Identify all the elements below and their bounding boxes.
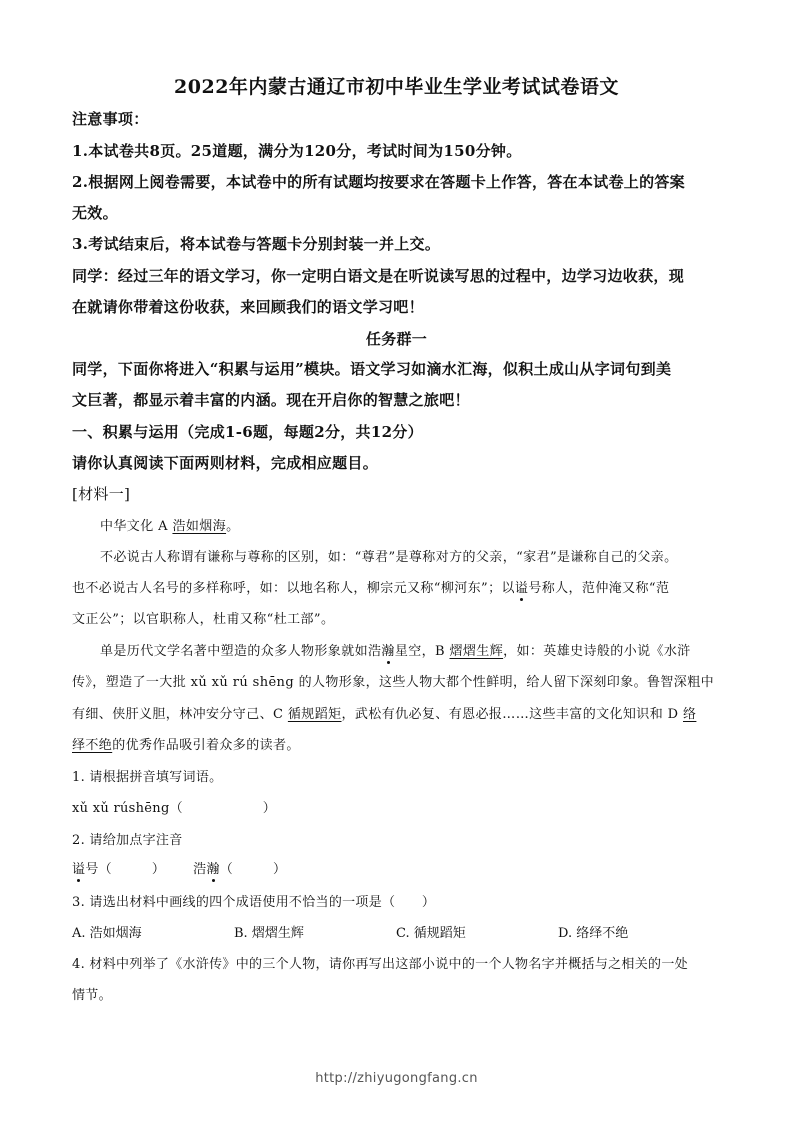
task-group-heading: 任务群一 [365,330,428,348]
q2-blank-1: 号（ ） [85,862,166,877]
option-a: A. 浩如烟海 [72,926,142,941]
material-p3-text: 单是历代文学名著中塑造的众多人物形象就如浩 [100,644,382,659]
option-b: B. 熠熠生辉 [234,926,304,941]
greeting-line-1: 同学：经过三年的语文学习，你一定明白语文是在听说读写思的过程中，边学习边收获，现 [72,267,685,285]
exam-title: 2022年内蒙古通辽市初中毕业生学业考试试卷语文 [174,76,619,98]
material-p3-text-end: ，如：英雄史诗般的小说《水浒 [503,644,691,659]
question-3: 3. 请选出材料中画线的四个成语使用不恰当的一项是（ ） [72,895,436,910]
q2-text-hao: 浩 [193,862,207,877]
dotted-char-han: 瀚 [381,644,395,659]
material-p3-line-4 [72,734,732,753]
material-p3-line-2: 传》，塑造了一大批 xǔ xǔ rú shēng 的人物形象，这些人物大都个性鲜明，给人留下深刻印象。鲁智深粗中 [72,675,714,690]
option-c: C. 循规蹈矩 [396,926,466,941]
notice-item-2b: 无效。 [72,204,118,222]
idiom-d-part-2: 绎不绝 [72,738,113,753]
option-d: D. 络绎不绝 [558,926,629,941]
greeting-line-2: 在就请你带着这份收获，来回顾我们的语文学习吧！ [72,298,424,316]
q2-dotted-char-shi: 谥 [72,862,86,877]
material-p3-l3-mid: ，武松有仇必复、有恩必报……这些丰富的文化知识和 D [341,707,683,722]
dotted-char-shi: 谥 [514,581,529,596]
question-4-line-1: 4. 材料中列举了《水浒传》中的三个人物，请你再写出这部小说中的一个人物名字并概括与之相关的一处 [72,957,688,972]
idiom-b: 熠熠生辉 [449,644,504,659]
notice-heading: 注意事项： [72,110,149,128]
intro-line-1: 同学，下面你将进入“积累与运用”模块。语文学习如滴水汇海，似积土成山从字词句到美 [72,360,672,378]
question-1: 1. 请根据拼音填写词语。 [72,770,223,785]
footer-url: http://zhiyugongfang.cn [315,1071,478,1086]
material-p1-text: 中华文化 A [100,519,173,534]
material-p1-end: 。 [226,519,240,534]
question-2: 2. 请给加点字注音 [72,833,183,848]
notice-item-2a: 2.根据网上阅卷需要，本试卷中的所有试题均按要求在答题卡上作答，答在本试卷上的答案 [72,173,685,191]
q2-dotted-char-han: 瀚 [206,862,220,877]
material-p2-text-end: 号称人，范仲淹又称“范 [528,581,670,596]
question-4-line-2: 情节。 [72,988,112,1003]
idiom-c: 循规蹈矩 [287,707,342,722]
material-p3-line-1 [100,640,760,659]
material-p3-line-3 [72,703,732,722]
instruction: 请你认真阅读下面两则材料，完成相应题目。 [72,454,379,472]
notice-item-1: 1.本试卷共8页。25道题，满分为120分，考试时间为150分钟。 [72,142,522,160]
q2-blank-2: （ ） [219,862,287,877]
material-p2-line-3: 文正公”；以官职称人，杜甫又称“杜工部”。 [72,612,335,627]
notice-item-3: 3.考试结束后，将本试卷与答题卡分别封装一并上交。 [72,235,441,253]
material-p2-text: 也不必说古人名号的多样称呼，如：以地名称人，柳宗元又称“柳河东”；以 [72,581,515,596]
material-p3-text-mid: 星空，B [394,644,450,659]
section-1-heading: 一、积累与运用（完成1-6题，每题2分，共12分） [72,423,423,441]
question-1-pinyin: xǔ xǔ rúshēng（ ） [72,801,276,816]
material-p2-line-2 [72,577,732,596]
material-1-label: [材料一] [72,485,131,503]
material-p3-l4-end: 的优秀作品吸引着众多的读者。 [112,738,300,753]
idiom-a: 浩如烟海 [172,519,227,534]
question-2-items [72,858,732,877]
material-p2-line-1: 不必说古人称谓有谦称与尊称的区别，如：“尊君”是尊称对方的父亲，“家君”是谦称自己的父亲。 [100,550,678,565]
material-p3-l3-text: 有细、侠肝义胆，林冲安分守己、C [72,707,288,722]
intro-line-2: 文巨著，都显示着丰富的内涵。现在开启你的智慧之旅吧！ [72,391,470,409]
idiom-d-part-1: 络 [683,707,697,722]
material-p1 [100,515,760,534]
